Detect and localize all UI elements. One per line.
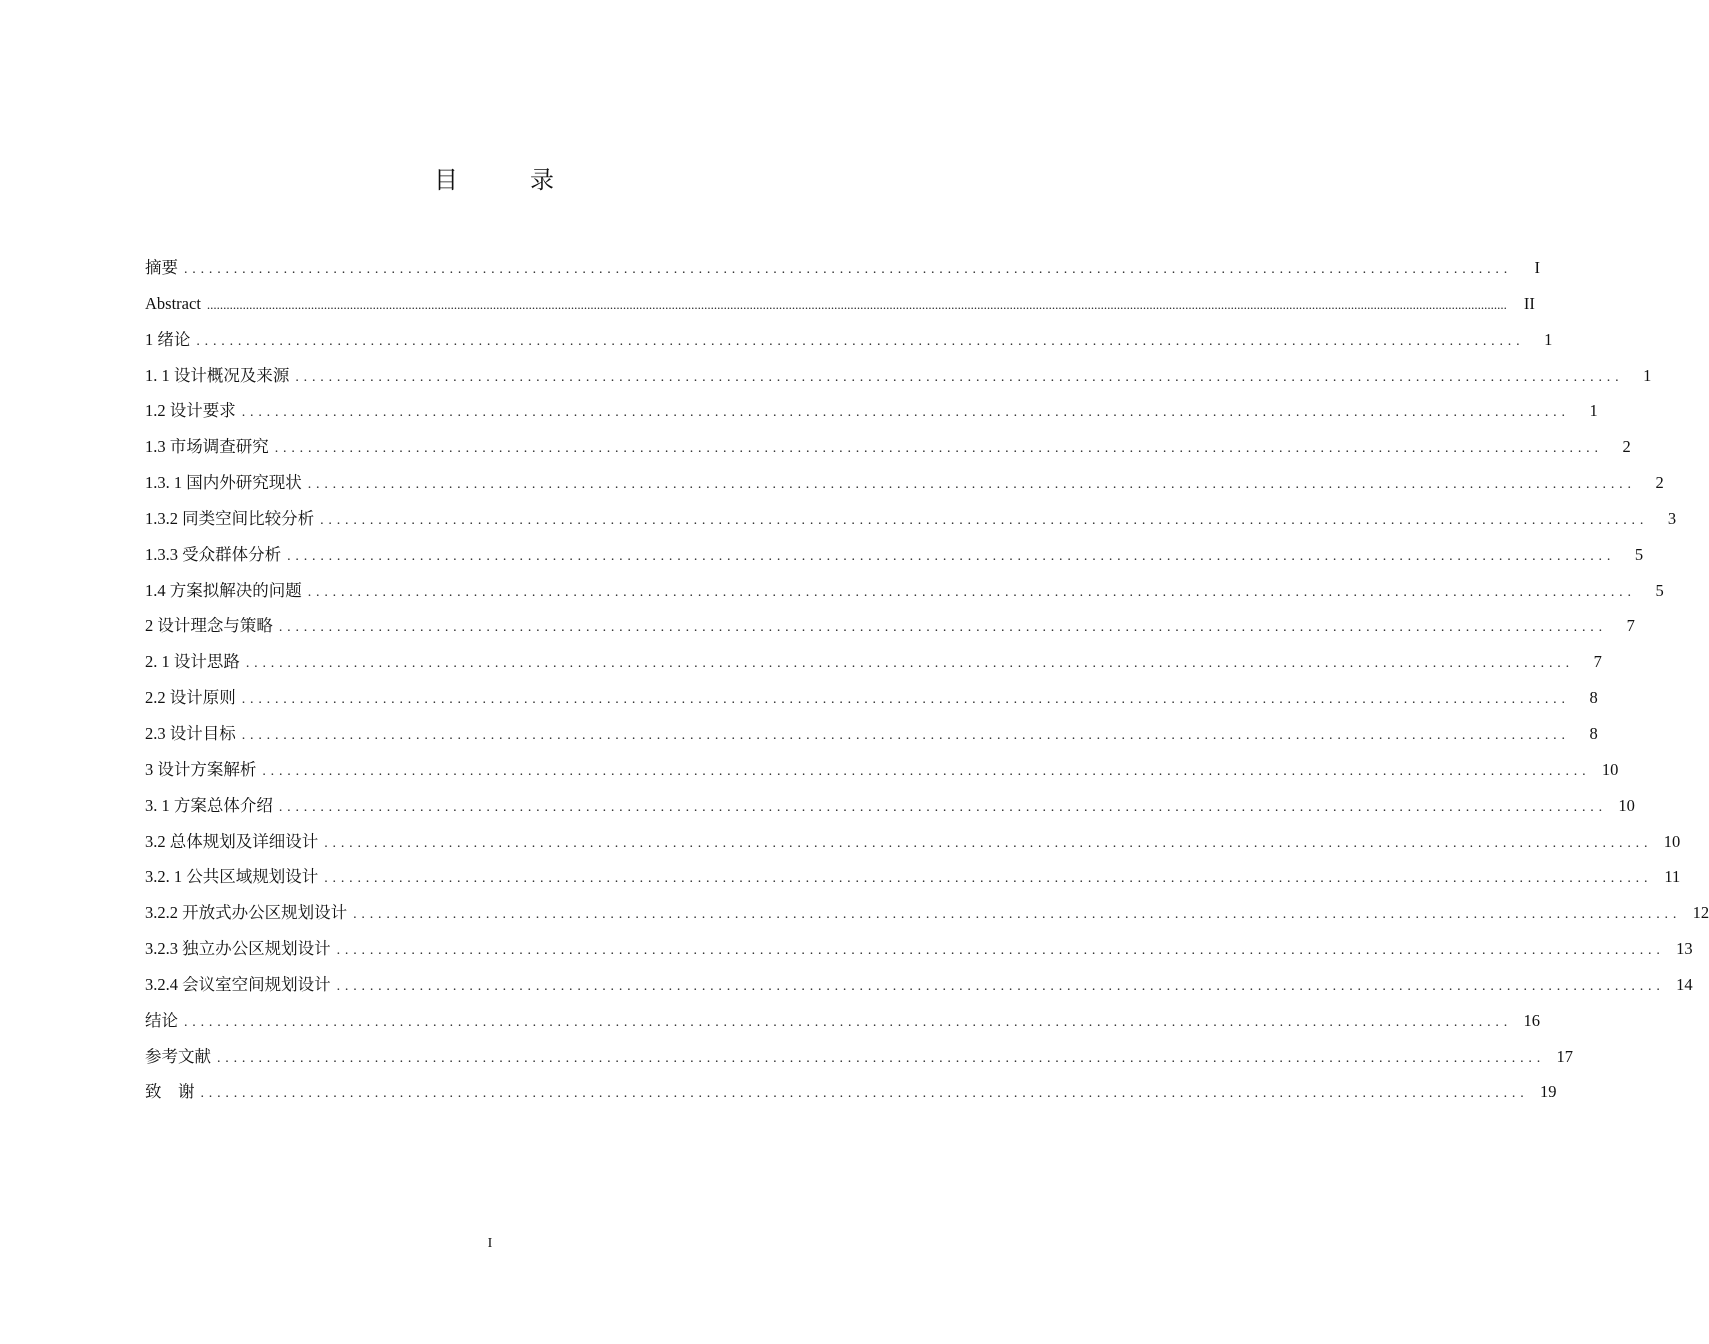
toc-entry-page: 3 [1667,508,1677,528]
toc-entry[interactable] [145,537,1644,573]
toc-entry[interactable] [145,573,1664,609]
toc-entry-label: 2 设计理念与策略 [145,616,273,636]
toc-entry[interactable] [145,1003,1540,1039]
toc-entry-label: 致 谢 [145,1082,195,1102]
toc-entry-label: 2.2 设计原则 [145,688,236,708]
toc-entry-page: 7 [1626,616,1635,636]
toc-entry[interactable] [145,1039,1573,1075]
toc-entry-label: 1. 1 设计概况及来源 [145,365,290,385]
toc-leader-dots: ................................................................................................................................................................ [295,369,1624,385]
toc-leader-dots: ................................................................................................................................................................ [307,584,1636,600]
toc-leader-dots: ................................................................................................................................................................ [241,692,1570,708]
toc-entry[interactable] [145,859,1681,895]
toc-entry-label: 结论 [145,1010,178,1030]
toc-entry-label: 2. 1 设计思路 [145,652,240,672]
toc-entry[interactable] [145,644,1602,680]
toc-entry[interactable] [145,286,1535,322]
toc-leader-dots: ................................................................................................................................................................ [336,978,1665,994]
toc-entry-page: 2 [1622,437,1631,457]
toc-entry-page: 5 [1634,544,1644,564]
toc-entry-label: 1.3 市场调查研究 [145,437,269,457]
toc-leader-dots: ................................................................................................................................................................ [241,405,1570,421]
toc-entry-page: 1 [1544,329,1553,349]
toc-entry-page: 16 [1523,1010,1540,1030]
toc-entry[interactable] [145,250,1540,286]
toc-entry[interactable] [145,824,1681,860]
toc-leader-dots: ................................................................................................................................................................ [353,907,1682,923]
table-of-contents [145,250,1709,1110]
page-title: 目 录 [434,166,578,194]
toc-entry-page: 2 [1655,473,1664,493]
toc-entry[interactable] [145,895,1709,931]
toc-leader-dots: ................................................................................................................................................................ [320,512,1649,528]
toc-leader-dots: ................................................................................................................................................................................................................................................................................................................................................................................................................ [206,296,1507,312]
toc-entry-label: 1.3.2 同类空间比较分析 [145,508,315,528]
toc-entry-label: 1.4 方案拟解决的问题 [145,580,302,600]
toc-entry-page: 5 [1655,580,1664,600]
toc-entry-page: 17 [1556,1046,1573,1066]
toc-entry[interactable] [145,465,1664,501]
toc-entry[interactable] [145,967,1693,1003]
toc-entry[interactable] [145,716,1598,752]
toc-entry-label: 3.2. 1 公共区域规划设计 [145,867,319,887]
toc-entry-label: 3.2.3 独立办公区规划设计 [145,939,331,959]
toc-entry[interactable] [145,501,1677,537]
toc-entry[interactable] [145,358,1652,394]
toc-entry-page: 12 [1692,903,1709,923]
toc-leader-dots: ................................................................................................................................................................ [241,727,1570,743]
toc-leader-dots: ................................................................................................................................................................ [262,763,1591,779]
toc-entry-label: 3 设计方案解析 [145,759,257,779]
toc-leader-dots: ................................................................................................................................................................ [324,835,1653,851]
toc-entry-page: 8 [1589,688,1598,708]
toc-entry[interactable] [145,393,1598,429]
toc-entry-label: 1.2 设计要求 [145,401,236,421]
toc-leader-dots: ................................................................................................................................................................ [278,799,1607,815]
toc-leader-dots: ................................................................................................................................................................ [196,333,1525,349]
toc-entry-page: 11 [1664,867,1681,887]
toc-entry-page: 13 [1676,939,1693,959]
toc-leader-dots: ................................................................................................................................................................ [274,441,1603,457]
toc-entry-page: 10 [1601,759,1619,779]
toc-entry[interactable] [145,680,1598,716]
toc-leader-dots: ................................................................................................................................................................ [184,262,1512,277]
toc-entry-label: 3. 1 方案总体介绍 [145,795,273,815]
toc-entry-page: 1 [1589,401,1598,421]
toc-entry-label: 1.3.3 受众群体分析 [145,544,282,564]
toc-entry-label: 3.2.4 会议室空间规划设计 [145,974,331,994]
toc-entry-label: 3.2.2 开放式办公区规划设计 [145,903,348,923]
toc-leader-dots: ................................................................................................................................................................ [184,1014,1512,1030]
toc-leader-dots: ................................................................................................................................................................ [336,943,1665,959]
toc-entry-label: Abstract [145,293,201,313]
toc-leader-dots: ................................................................................................................................................................ [217,1050,1545,1066]
toc-entry-page: 1 [1643,365,1652,385]
page-number: I [487,1236,493,1251]
toc-entry[interactable] [145,429,1631,465]
toc-entry-page: 19 [1540,1082,1557,1102]
toc-entry[interactable] [145,1074,1557,1110]
toc-leader-dots: ................................................................................................................................................................ [200,1086,1529,1102]
toc-entry-page: 10 [1618,795,1635,815]
toc-leader-dots: ................................................................................................................................................................ [287,548,1616,564]
toc-entry[interactable] [145,931,1693,967]
toc-entry[interactable] [145,608,1635,644]
toc-entry-label: 参考文献 [145,1046,211,1066]
toc-entry-page: 10 [1663,831,1681,851]
toc-entry-page: 8 [1589,723,1598,743]
toc-entry-label: 摘要 [145,258,178,277]
toc-entry-label: 3.2 总体规划及详细设计 [145,831,319,851]
toc-entry-label: 2.3 设计目标 [145,723,236,743]
toc-leader-dots: ................................................................................................................................................................ [245,656,1574,672]
toc-entry-label: 1 绪论 [145,329,191,349]
toc-leader-dots: ................................................................................................................................................................ [307,477,1636,493]
toc-leader-dots: ................................................................................................................................................................ [278,620,1607,636]
toc-entry-page: 14 [1676,974,1693,994]
toc-entry-page: I [1534,258,1540,277]
toc-entry-label: 1.3. 1 国内外研究现状 [145,473,302,493]
toc-entry[interactable] [145,322,1553,358]
toc-leader-dots: ................................................................................................................................................................ [324,871,1653,887]
toc-entry[interactable] [145,788,1635,824]
toc-entry-page: II [1523,293,1535,313]
toc-entry-page: 7 [1593,652,1602,672]
toc-entry[interactable] [145,752,1619,788]
